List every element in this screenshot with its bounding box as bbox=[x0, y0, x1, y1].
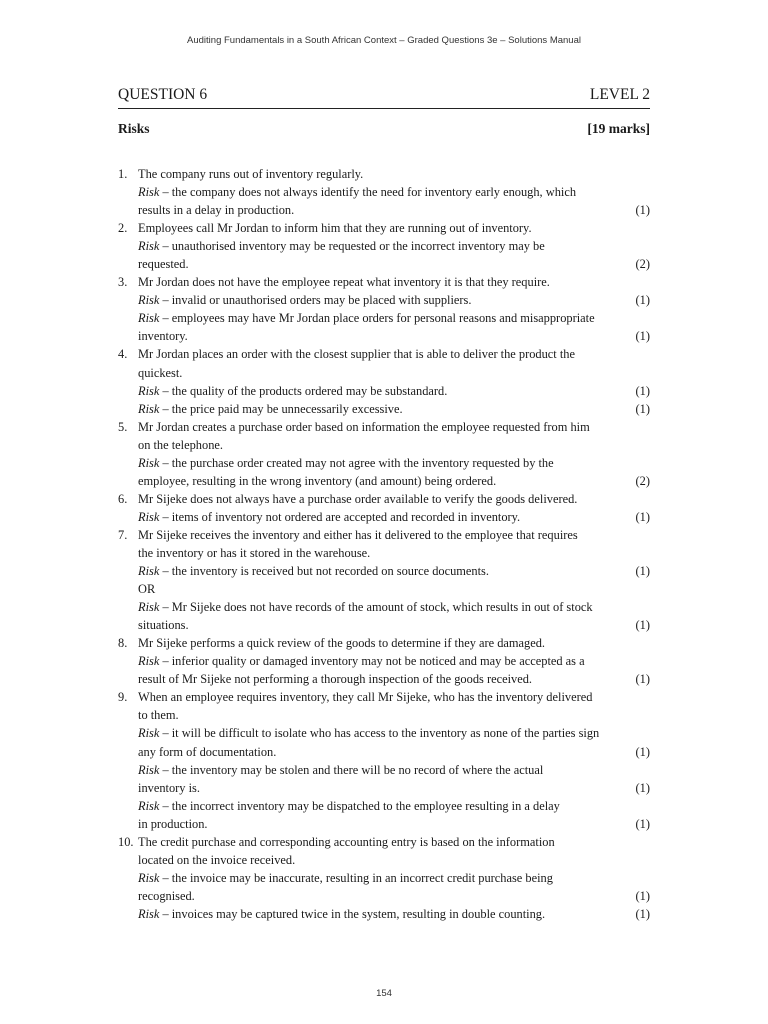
line-text: – invoices may be captured twice in the system, resulting in double counting. bbox=[159, 906, 546, 921]
item-line bbox=[138, 797, 650, 815]
line-text: any form of documentation. bbox=[138, 744, 277, 759]
item-line bbox=[138, 851, 650, 869]
answer-item bbox=[118, 165, 650, 219]
item-line bbox=[138, 743, 650, 761]
line-text: – the purchase order created may not agree with the inventory requested by the bbox=[159, 455, 554, 470]
risk-label: Risk bbox=[138, 726, 160, 741]
line-text: – the invoice may be inaccurate, resulting in an incorrect credit purchase being bbox=[159, 870, 553, 885]
item-line bbox=[138, 616, 650, 634]
risk-label: Risk bbox=[138, 762, 160, 777]
item-line bbox=[138, 706, 650, 724]
line-text: located on the invoice received. bbox=[138, 852, 296, 867]
item-body bbox=[138, 165, 650, 219]
item-line bbox=[138, 562, 650, 580]
mark-allocation: (1) bbox=[635, 329, 650, 344]
item-number: 9. bbox=[118, 690, 128, 705]
line-text: result of Mr Sijeke not performing a thorough inspection of the goods received. bbox=[138, 672, 532, 687]
item-line bbox=[138, 400, 650, 418]
line-text: Mr Jordan creates a purchase order based on information the employee requested from him bbox=[138, 419, 590, 434]
item-line bbox=[138, 544, 650, 562]
line-text: – the inventory may be stolen and there will be no record of where the actual bbox=[159, 762, 544, 777]
mark-allocation: (1) bbox=[635, 744, 650, 759]
item-line bbox=[138, 183, 650, 201]
answer-list bbox=[118, 165, 650, 923]
line-text: The credit purchase and corresponding accounting entry is based on the information bbox=[138, 834, 555, 849]
line-text: – Mr Sijeke does not have records of the amount of stock, which results in out of stock bbox=[159, 600, 593, 615]
line-text: – the quality of the products ordered may be substandard. bbox=[159, 383, 448, 398]
line-text: to them. bbox=[138, 708, 179, 723]
item-number: 2. bbox=[118, 221, 128, 236]
line-text: in production. bbox=[138, 816, 208, 831]
line-text: Mr Sijeke does not always have a purchase order available to verify the goods delivered. bbox=[138, 491, 578, 506]
item-line bbox=[138, 237, 650, 255]
item-line bbox=[138, 255, 650, 273]
item-line bbox=[138, 364, 650, 382]
item-line bbox=[138, 779, 650, 797]
risk-label: Risk bbox=[138, 293, 160, 308]
mark-allocation: (1) bbox=[635, 906, 650, 921]
risk-label: Risk bbox=[138, 509, 160, 524]
item-body bbox=[138, 219, 650, 273]
section-title: Risks bbox=[118, 121, 150, 136]
line-text: Employees call Mr Jordan to inform him that they are running out of inventory. bbox=[138, 221, 532, 236]
item-body bbox=[138, 634, 650, 688]
risk-label: Risk bbox=[138, 870, 160, 885]
line-text: inventory is. bbox=[138, 780, 200, 795]
item-body bbox=[138, 490, 650, 526]
mark-allocation: (1) bbox=[635, 618, 650, 633]
answer-item bbox=[118, 833, 650, 923]
risk-label: Risk bbox=[138, 906, 160, 921]
line-text: – invalid or unauthorised orders may be placed with suppliers. bbox=[159, 293, 472, 308]
item-line bbox=[138, 454, 650, 472]
item-line bbox=[138, 761, 650, 779]
item-line bbox=[138, 201, 650, 219]
page-number: 154 bbox=[376, 988, 392, 999]
mark-allocation: (1) bbox=[635, 672, 650, 687]
answer-item bbox=[118, 418, 650, 490]
item-number: 3. bbox=[118, 275, 128, 290]
risk-label: Risk bbox=[138, 600, 160, 615]
section-marks: [19 marks] bbox=[587, 121, 650, 136]
mark-allocation: (1) bbox=[635, 816, 650, 831]
line-text: quickest. bbox=[138, 365, 183, 380]
item-number: 6. bbox=[118, 491, 128, 506]
item-line bbox=[138, 219, 650, 237]
item-number: 7. bbox=[118, 527, 128, 542]
risk-label: Risk bbox=[138, 383, 160, 398]
line-text: Mr Jordan places an order with the closest supplier that is able to deliver the product the bbox=[138, 347, 575, 362]
line-text: OR bbox=[138, 582, 156, 597]
line-text: – items of inventory not ordered are accepted and recorded in inventory. bbox=[159, 509, 521, 524]
line-text: the inventory or has it stored in the warehouse. bbox=[138, 545, 371, 560]
line-text: requested. bbox=[138, 257, 189, 272]
item-line bbox=[138, 526, 650, 544]
section-heading bbox=[118, 121, 650, 137]
line-text: inventory. bbox=[138, 329, 188, 344]
line-text: results in a delay in production. bbox=[138, 203, 295, 218]
question-heading bbox=[118, 86, 650, 109]
item-line bbox=[138, 309, 650, 327]
answer-item bbox=[118, 688, 650, 832]
level-label: LEVEL 2 bbox=[589, 86, 650, 103]
risk-label: Risk bbox=[138, 654, 160, 669]
item-line bbox=[138, 598, 650, 616]
mark-allocation: (2) bbox=[635, 257, 650, 272]
line-text: Mr Jordan does not have the employee repeat what inventory it is that they require. bbox=[138, 275, 550, 290]
question-label: QUESTION 6 bbox=[118, 86, 208, 103]
item-line bbox=[138, 905, 650, 923]
risk-label: Risk bbox=[138, 564, 160, 579]
line-text: Mr Sijeke performs a quick review of the goods to determine if they are damaged. bbox=[138, 636, 546, 651]
item-line bbox=[138, 472, 650, 490]
line-text: – the company does not always identify the need for inventory early enough, which bbox=[159, 185, 577, 200]
item-body bbox=[138, 273, 650, 345]
item-line bbox=[138, 436, 650, 454]
item-line bbox=[138, 490, 650, 508]
item-body bbox=[138, 418, 650, 490]
item-body bbox=[138, 345, 650, 417]
line-text: – the inventory is received but not recorded on source documents. bbox=[159, 564, 489, 579]
answer-item bbox=[118, 219, 650, 273]
line-text: – inferior quality or damaged inventory may not be noticed and may be accepted as a bbox=[159, 654, 585, 669]
item-line bbox=[138, 165, 650, 183]
item-number: 4. bbox=[118, 347, 128, 362]
mark-allocation: (1) bbox=[635, 203, 650, 218]
mark-allocation: (1) bbox=[635, 383, 650, 398]
line-text: – the price paid may be unnecessarily excessive. bbox=[159, 401, 403, 416]
item-body bbox=[138, 833, 650, 923]
mark-allocation: (1) bbox=[635, 293, 650, 308]
risk-label: Risk bbox=[138, 798, 160, 813]
item-body bbox=[138, 688, 650, 832]
item-body bbox=[138, 526, 650, 634]
line-text: – the incorrect inventory may be dispatched to the employee resulting in a delay bbox=[159, 798, 560, 813]
answer-item bbox=[118, 526, 650, 634]
line-text: When an employee requires inventory, they call Mr Sijeke, who has the inventory delivered bbox=[138, 690, 593, 705]
item-line bbox=[138, 508, 650, 526]
item-line bbox=[138, 869, 650, 887]
running-header: Auditing Fundamentals in a South African Context – Graded Questions 3e – Solutions Manual bbox=[187, 35, 581, 46]
item-line bbox=[138, 291, 650, 309]
item-line bbox=[138, 273, 650, 291]
item-line bbox=[138, 580, 650, 598]
item-line bbox=[138, 634, 650, 652]
item-line bbox=[138, 724, 650, 742]
item-line bbox=[138, 815, 650, 833]
item-line bbox=[138, 418, 650, 436]
line-text: – unauthorised inventory may be requested or the incorrect inventory may be bbox=[159, 239, 545, 254]
mark-allocation: (2) bbox=[635, 473, 650, 488]
item-line bbox=[138, 833, 650, 851]
item-line bbox=[138, 652, 650, 670]
answer-item bbox=[118, 273, 650, 345]
item-line bbox=[138, 345, 650, 363]
item-number: 10. bbox=[118, 834, 134, 849]
line-text: employee, resulting in the wrong inventory (and amount) being ordered. bbox=[138, 473, 497, 488]
line-text: on the telephone. bbox=[138, 437, 223, 452]
line-text: situations. bbox=[138, 618, 189, 633]
line-text: – employees may have Mr Jordan place orders for personal reasons and misappropriate bbox=[159, 311, 595, 326]
item-line bbox=[138, 382, 650, 400]
risk-label: Risk bbox=[138, 239, 160, 254]
item-number: 1. bbox=[118, 167, 128, 181]
item-line bbox=[138, 670, 650, 688]
risk-label: Risk bbox=[138, 401, 160, 416]
item-number: 8. bbox=[118, 636, 128, 651]
line-text: – it will be difficult to isolate who has access to the inventory as none of the parties sign bbox=[159, 726, 600, 741]
item-line bbox=[138, 327, 650, 345]
mark-allocation: (1) bbox=[635, 564, 650, 579]
answer-item bbox=[118, 490, 650, 526]
item-line bbox=[138, 887, 650, 905]
item-line bbox=[138, 688, 650, 706]
line-text: recognised. bbox=[138, 888, 195, 903]
mark-allocation: (1) bbox=[635, 509, 650, 524]
answer-item bbox=[118, 345, 650, 417]
mark-allocation: (1) bbox=[635, 780, 650, 795]
risk-label: Risk bbox=[138, 185, 160, 200]
mark-allocation: (1) bbox=[635, 888, 650, 903]
mark-allocation: (1) bbox=[635, 401, 650, 416]
answer-item bbox=[118, 634, 650, 688]
line-text: The company runs out of inventory regularly. bbox=[138, 167, 364, 181]
line-text: Mr Sijeke receives the inventory and either has it delivered to the employee that requires bbox=[138, 527, 578, 542]
risk-label: Risk bbox=[138, 311, 160, 326]
item-number: 5. bbox=[118, 419, 128, 434]
risk-label: Risk bbox=[138, 455, 160, 470]
